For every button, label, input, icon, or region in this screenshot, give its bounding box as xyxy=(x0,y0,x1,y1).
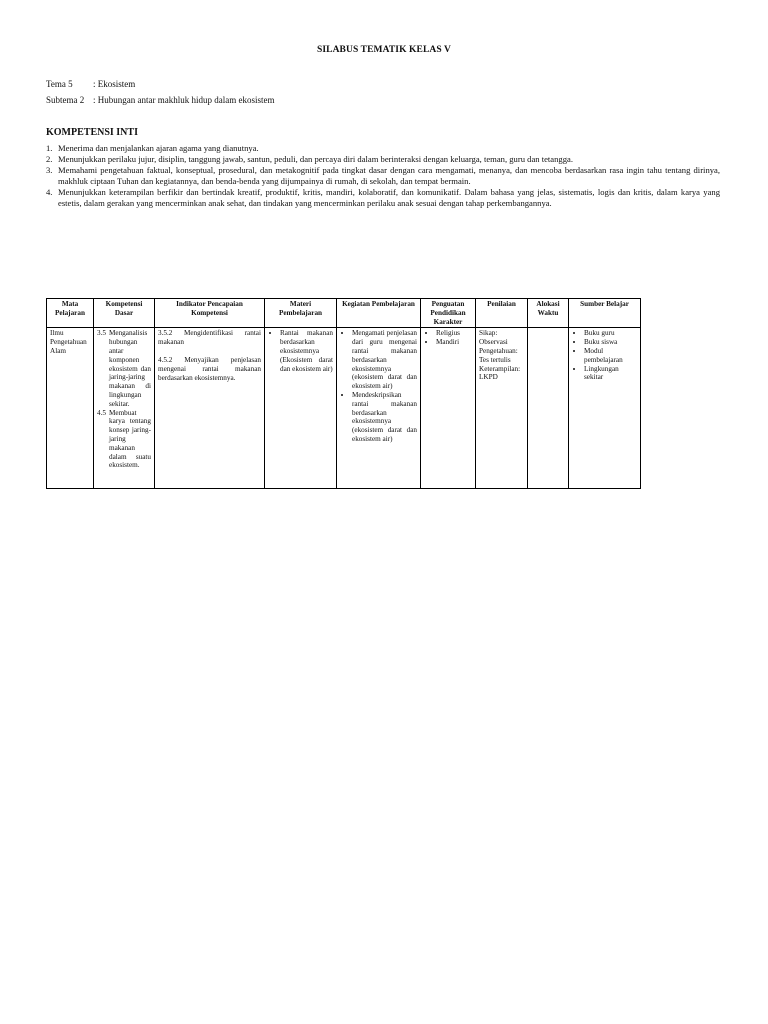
header-penguatan: Penguatan Pendidikan Karakter xyxy=(421,299,476,328)
cell-indikator xyxy=(155,328,265,489)
header-kompetensi-dasar: Kompetensi Dasar xyxy=(94,299,155,328)
cell-kompetensi-dasar xyxy=(94,328,155,489)
header-materi: Materi Pembelajaran xyxy=(265,299,337,328)
tema-line xyxy=(46,79,135,89)
list-item: • Buku guru xyxy=(584,329,637,338)
cell-sumber xyxy=(569,328,641,489)
cell-materi xyxy=(265,328,337,489)
document-title: SILABUS TEMATIK KELAS V xyxy=(316,45,452,55)
table-row xyxy=(47,328,641,489)
tema-value: : Ekosistem xyxy=(93,79,136,89)
syllabus-table xyxy=(46,298,641,489)
list-item: • Mandiri xyxy=(436,338,472,347)
list-item: 2. Menunjukkan perilaku jujur, disiplin, tanggung jawab, santun, peduli, dan percaya diri dalam berinteraksi dengan keluarga, teman, guru dan tetangga. xyxy=(46,154,573,164)
header-kegiatan: Kegiatan Pembelajaran xyxy=(337,299,421,328)
header-indikator: Indikator Pencapaian Kompetensi xyxy=(155,299,265,328)
cell-alokasi xyxy=(528,328,569,489)
list-item: 1. Menerima dan menjalankan ajaran agama yang dianutnya. xyxy=(46,143,259,153)
tema-label: Tema 5 xyxy=(46,79,73,89)
header-alokasi: Alokasi Waktu xyxy=(528,299,569,328)
cell-penilaian: Sikap: Observasi Pengetahuan: Tes tertulis Keterampilan: LKPD xyxy=(476,328,528,489)
list-item: • Mengamati penjelasan dari guru mengenai rantai makanan berdasarkan ekosistemnya (ekosistem darat dan ekosistem air) xyxy=(352,329,417,391)
kompetensi-inti-list xyxy=(46,143,720,209)
table-header-row xyxy=(47,299,641,328)
header-penilaian: Penilaian xyxy=(476,299,528,328)
cell-penguatan xyxy=(421,328,476,489)
header-sumber: Sumber Belajar xyxy=(569,299,641,328)
subtema-value: : Hubungan antar makhluk hidup dalam ekosistem xyxy=(93,95,275,105)
cell-kegiatan xyxy=(337,328,421,489)
list-item: 3. Memahami pengetahuan faktual, konseptual, prosedural, dan metakognitif pada tingkat dasar dengan cara mengamati, menanya, dan mencoba berdasarkan rasa ingin tahu tentang dirinya, makhluk ciptaan Tuhan dan kegiatannya, dan benda-benda yang dijumpainya di rumah, di sekolah, dan tempat bermain. xyxy=(46,165,720,186)
list-item: • Mendeskripsikan rantai makanan berdasarkan ekosistemnya (ekosistem darat dan ekosistem air) xyxy=(352,391,417,444)
indikator-item: 3.5.2 Mengidentifikasi rantai makanan xyxy=(158,329,261,347)
subtema-line xyxy=(46,95,274,105)
list-item: 4. Menunjukkan keterampilan berfikir dan bertindak kreatif, produktif, kritis, mandiri, kolaboratif, dan komunikatif. Dalam bahasa yang jelas, sistematis, logis dan kritis, dalam karya yang estetis, dalam gerakan yang mencerminkan anak sehat, dan tindakan yang mencerminkan perilaku anak sesuai dengan tahap perkembangannya. xyxy=(46,187,720,208)
kompetensi-inti-heading: KOMPETENSI INTI xyxy=(46,127,138,138)
indikator-item: 4.5.2 Menyajikan penjelasan mengenai rantai makanan berdasarkan ekosistemnya. xyxy=(158,355,261,382)
list-item: • Rantai makanan berdasarkan ekosistemnya (Ekosistem darat dan ekosistem air) xyxy=(280,329,333,373)
list-item: • Religius xyxy=(436,329,472,338)
kd-item: 3.5 Menganalisis hubungan antar komponen ekosistem dan jaring-jaring makanan di lingkungan sekitar. xyxy=(97,329,151,408)
subtema-label: Subtema 2 xyxy=(46,95,85,105)
list-item: • Buku siswa xyxy=(584,338,637,347)
kd-item: 4.5 Membuat karya tentang konsep jaring-jaring makanan dalam suatu ekosistem. xyxy=(97,408,151,470)
list-item: • Modul pembelajaran xyxy=(584,347,637,365)
list-item: • Lingkungan sekitar xyxy=(584,365,637,383)
cell-mata-pelajaran: Ilmu Pengetahuan Alam xyxy=(47,328,94,489)
header-mata-pelajaran: Mata Pelajaran xyxy=(47,299,94,328)
